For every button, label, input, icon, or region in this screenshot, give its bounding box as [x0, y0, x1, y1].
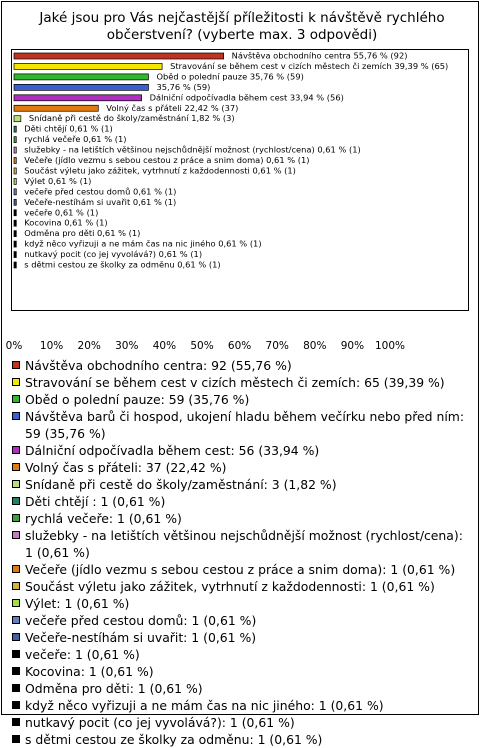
- bar-0: [14, 53, 224, 59]
- legend-item: [12, 476, 474, 493]
- bar-label: nutkavý pocit (co jej vyvolává?) 0,61 % (1): [24, 249, 203, 260]
- legend: [12, 357, 474, 748]
- legend-label: Večeře-nestíhám si uvařit: 1 (0,61 %): [25, 630, 257, 645]
- bar-label: večeře 0,61 % (1): [24, 207, 99, 218]
- bar-8: [14, 137, 16, 143]
- legend-swatch: [12, 446, 20, 454]
- x-tick-label: 40%: [152, 340, 177, 352]
- legend-item: [12, 663, 474, 680]
- legend-label: Návštěva barů či hospod, ukojení hladu během večírku nebo před ním: 59 (35,76 %): [25, 409, 465, 441]
- legend-swatch: [12, 514, 20, 522]
- legend-label: Volný čas s přáteli: 37 (22,42 %): [25, 460, 227, 475]
- x-tick-label: 60%: [227, 340, 252, 352]
- bar-label: Stravování se během cest v cizích městech či zemích 39,39 % (65): [170, 60, 449, 71]
- legend-item: [12, 442, 474, 459]
- legend-item: [12, 731, 474, 748]
- bar-label: Výlet 0,61 % (1): [24, 175, 92, 186]
- bar-5: [14, 105, 98, 111]
- legend-swatch: [12, 361, 20, 369]
- bar-label: Volný čas s přáteli 22,42 % (37): [106, 102, 239, 113]
- legend-label: Odměna pro děti: 1 (0,61 %): [25, 681, 203, 696]
- legend-item: [12, 646, 474, 663]
- bar-15: [14, 210, 16, 216]
- x-tick-label: 50%: [190, 340, 214, 352]
- bar-label: Děti chtějí 0,61 % (1): [24, 123, 113, 134]
- legend-item: [12, 561, 474, 578]
- legend-swatch: [12, 531, 20, 539]
- legend-item: [12, 697, 474, 714]
- legend-swatch: [12, 395, 20, 403]
- legend-swatch: [12, 718, 20, 726]
- x-tick-label: 10%: [39, 340, 64, 352]
- bar-label: Dálniční odpočívadla během cest 33,94 % (56): [149, 92, 344, 103]
- legend-item: [12, 680, 474, 697]
- legend-label: Součást výletu jako zážitek, vytrhnutí z každodennosti: 1 (0,61 %): [25, 579, 435, 594]
- x-tick-label: 20%: [77, 340, 101, 352]
- bar-chart: [2, 2, 478, 354]
- bar-label: Oběd o polední pauze 35,76 % (59): [156, 71, 304, 82]
- bar-16: [14, 220, 16, 226]
- legend-label: Snídaně při cestě do školy/zaměstnání: 3 (1,82 %): [25, 477, 337, 492]
- legend-swatch: [12, 412, 20, 420]
- bar-10: [14, 158, 16, 164]
- legend-label: když něco vyřizuji a ne mám čas na nic jiného: 1 (0,61 %): [25, 698, 384, 713]
- legend-item: [12, 510, 474, 527]
- chart-frame: [1, 1, 479, 747]
- bar-13: [14, 189, 16, 195]
- bar-label: když něco vyřizuji a ne mám čas na nic jiného 0,61 % (1): [24, 238, 262, 249]
- bar-17: [14, 231, 16, 237]
- bar-label: Návštěva obchodního centra 55,76 % (92): [231, 50, 408, 61]
- legend-item: [12, 714, 474, 731]
- bar-label: rychlá večeře 0,61 % (1): [24, 134, 127, 145]
- legend-item: [12, 357, 474, 374]
- x-tick-label: 100%: [374, 340, 406, 352]
- bar-6: [14, 116, 21, 122]
- legend-label: služebky - na letištích většinou nejschůdnější možnost (rychlost/cena): 1 (0,61 %): [25, 528, 463, 560]
- legend-swatch: [12, 735, 20, 743]
- legend-item: [12, 595, 474, 612]
- legend-swatch: [12, 378, 20, 386]
- legend-swatch: [12, 633, 20, 641]
- x-tick-label: 0%: [5, 340, 23, 352]
- bar-1: [14, 63, 162, 69]
- legend-label: s dětmi cestou ze školky za odměnu: 1 (0,61 %): [25, 732, 323, 747]
- legend-label: Dálniční odpočívadla během cest: 56 (33,94 %): [25, 443, 320, 458]
- bar-label: Večeře-nestíhám si uvařit 0,61 % (1): [24, 196, 177, 207]
- bar-label: 35,76 % (59): [156, 81, 211, 92]
- bar-7: [14, 126, 16, 132]
- legend-label: Večeře (jídlo vezmu s sebou cestou z práce a snim doma): 1 (0,61 %): [25, 562, 456, 577]
- bar-label: Odměna pro děti 0,61 % (1): [24, 228, 141, 239]
- bar-label: večeře před cestou domů 0,61 % (1): [24, 186, 177, 197]
- legend-swatch: [12, 599, 20, 607]
- bar-label: s dětmi cestou ze školky za odměnu 0,61 % (1): [24, 259, 221, 270]
- bar-label: Kocovina 0,61 % (1): [24, 217, 108, 228]
- legend-swatch: [12, 650, 20, 658]
- bar-11: [14, 168, 16, 174]
- legend-item: [12, 493, 474, 510]
- legend-label: nutkavý pocit (co jej vyvolává?): 1 (0,61 %): [25, 715, 295, 730]
- legend-swatch: [12, 582, 20, 590]
- bar-label: Večeře (jídlo vezmu s sebou cestou z práce a snim doma) 0,61 % (1): [24, 155, 310, 165]
- legend-label: Děti chtějí : 1 (0,61 %): [25, 494, 166, 509]
- legend-label: Stravování se během cest v cizích městech či zemích: 65 (39,39 %): [25, 375, 445, 390]
- legend-label: Kocovina: 1 (0,61 %): [25, 664, 154, 679]
- legend-label: rychlá večeře: 1 (0,61 %): [25, 511, 182, 526]
- legend-item: [12, 612, 474, 629]
- legend-item: [12, 459, 474, 476]
- bar-14: [14, 199, 16, 205]
- bar-2: [14, 74, 148, 80]
- legend-item: [12, 374, 474, 391]
- legend-item: [12, 629, 474, 646]
- bar-4: [14, 95, 142, 101]
- bar-19: [14, 252, 16, 258]
- bar-label: Součást výletu jako zážitek, vytrhnutí z každodennosti 0,61 % (1): [24, 165, 296, 176]
- legend-swatch: [12, 667, 20, 675]
- legend-swatch: [12, 684, 20, 692]
- legend-item: [12, 408, 474, 442]
- legend-item: [12, 527, 474, 561]
- legend-swatch: [12, 497, 20, 505]
- legend-swatch: [12, 616, 20, 624]
- legend-label: Výlet: 1 (0,61 %): [25, 596, 130, 611]
- x-tick-label: 90%: [340, 340, 365, 352]
- bar-label: Snídaně při cestě do školy/zaměstnání 1,82 % (3): [28, 113, 235, 124]
- bar-9: [14, 147, 16, 153]
- bar-18: [14, 241, 16, 247]
- legend-label: Oběd o polední pauze: 59 (35,76 %): [25, 392, 250, 407]
- legend-swatch: [12, 463, 20, 471]
- bar-12: [14, 178, 16, 184]
- legend-item: [12, 578, 474, 595]
- legend-swatch: [12, 565, 20, 573]
- legend-label: Návštěva obchodního centra: 92 (55,76 %): [25, 358, 292, 373]
- bar-label: služebky - na letištích většinou nejschůdnější možnost (rychlost/cena) 0,61 % (1): [24, 144, 361, 155]
- legend-label: večeře: 1 (0,61 %): [25, 647, 140, 662]
- x-tick-label: 80%: [303, 340, 327, 352]
- bar-3: [14, 84, 148, 90]
- legend-swatch: [12, 480, 20, 488]
- legend-item: [12, 391, 474, 408]
- x-tick-label: 70%: [265, 340, 289, 352]
- bar-20: [14, 262, 16, 268]
- legend-label: večeře před cestou domů: 1 (0,61 %): [25, 613, 257, 628]
- chart-title: Jaké jsou pro Vás nejčastější příležitosti k návštěvě rychlého občerstvení? (vyberte max. 3 odpovědi): [39, 10, 445, 43]
- legend-swatch: [12, 701, 20, 709]
- x-tick-label: 30%: [115, 340, 139, 352]
